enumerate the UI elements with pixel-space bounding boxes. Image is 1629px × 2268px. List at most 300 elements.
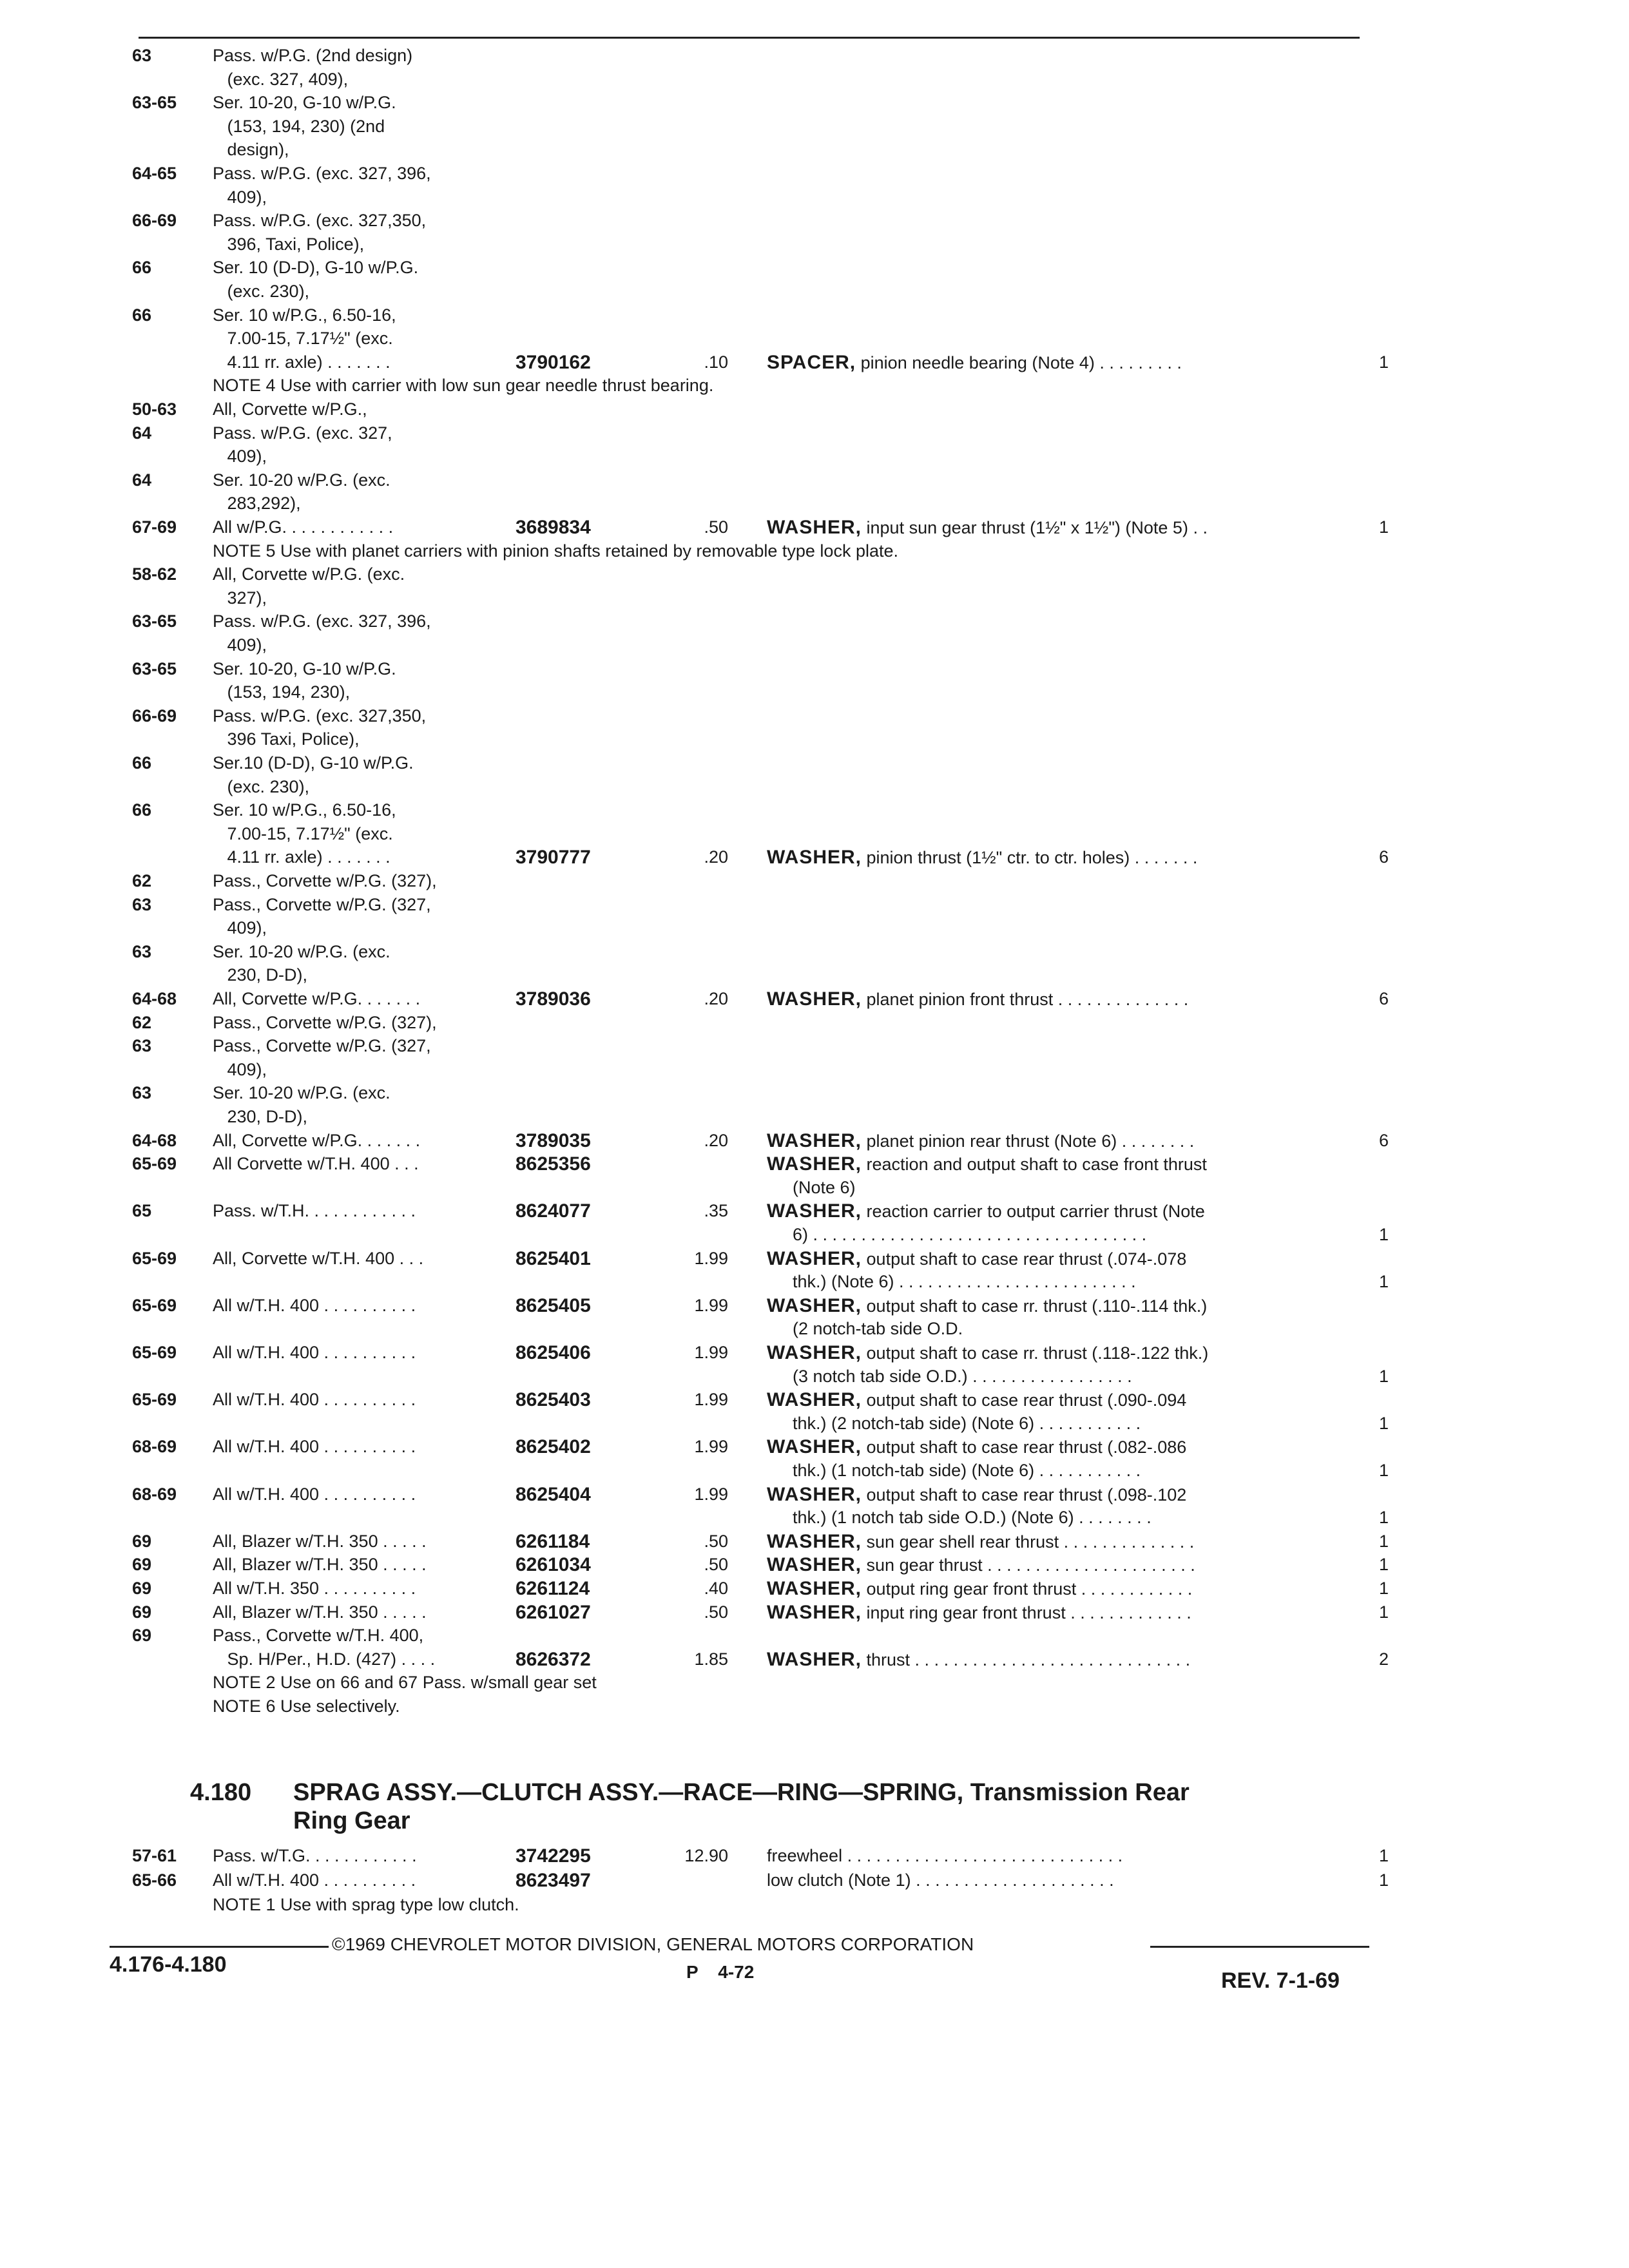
part-detail: sun gear thrust . . . . . . . . . . . . . . . . . . . . . . [866, 1555, 1195, 1575]
table-row [0, 963, 1629, 989]
part-description [767, 1341, 1208, 1365]
quantity: 1 [1379, 1272, 1389, 1292]
model-application: 4.11 rr. axle) . . . . . . . [213, 847, 390, 867]
part-description [767, 1152, 1207, 1177]
year-range: 66 [132, 753, 152, 773]
table-row [0, 1081, 1629, 1107]
footnote: NOTE 5 Use with planet carriers with pinion shafts retained by removable type lock plate. [213, 541, 898, 561]
year-range: 68-69 [132, 1484, 177, 1504]
model-application: 409), [213, 187, 267, 207]
year-range: 65-66 [132, 1870, 177, 1890]
year-range: 63 [132, 894, 152, 914]
price: .50 [704, 1531, 728, 1551]
model-application: Pass. w/P.G. (exc. 327, 396, [213, 164, 431, 183]
table-row [0, 869, 1629, 895]
model-application: Pass. w/T.G. . . . . . . . . . . . [213, 1846, 417, 1865]
model-application: (exc. 230), [213, 776, 310, 796]
model-application: (exc. 327, 409), [213, 69, 349, 89]
part-number: 3689834 [516, 517, 591, 538]
table-row [0, 138, 1629, 164]
table-row [0, 1129, 1629, 1155]
table-row [0, 1600, 1629, 1626]
quantity: 6 [1379, 1130, 1389, 1150]
part-name: WASHER, [767, 1200, 862, 1222]
part-name: WASHER, [767, 1153, 862, 1175]
part-number: 8625401 [516, 1247, 591, 1269]
part-description-continued: thk.) (2 notch-tab side) (Note 6) . . . . . . . . . . . [793, 1413, 1141, 1433]
year-range: 63 [132, 46, 152, 65]
table-row [0, 1844, 1629, 1870]
top-rule [139, 37, 1360, 39]
part-description [767, 1483, 1186, 1507]
quantity: 1 [1379, 1413, 1389, 1433]
model-application: (exc. 230), [213, 282, 310, 301]
model-application: 396 Taxi, Police), [213, 729, 360, 749]
model-application: Pass. w/P.G. (exc. 327, 396, [213, 611, 431, 631]
part-detail: output ring gear front thrust . . . . . . . . . . . . [866, 1579, 1193, 1599]
table-row [0, 798, 1629, 824]
model-application: Ser. 10-20 w/P.G. (exc. [213, 470, 390, 490]
price: 1.99 [694, 1390, 728, 1410]
part-description [767, 1294, 1207, 1318]
model-application: 230, D-D), [213, 965, 308, 985]
model-application: Pass., Corvette w/P.G. (327), [213, 1012, 437, 1032]
part-detail: output shaft to case rear thrust (.074-.078 [866, 1249, 1187, 1269]
model-application: 409), [213, 1059, 267, 1079]
table-row [0, 1270, 1629, 1296]
part-detail: output shaft to case rr. thrust (.110-.114 thk.) [866, 1296, 1208, 1316]
part-name: WASHER, [767, 1648, 862, 1670]
year-range: 65-69 [132, 1295, 177, 1315]
footnote: NOTE 4 Use with carrier with low sun gear needle thrust bearing. [213, 376, 714, 396]
table-row [0, 586, 1629, 612]
model-application: All w/T.H. 400 . . . . . . . . . . [213, 1437, 416, 1457]
year-range: 63 [132, 1036, 152, 1056]
model-application: 7.00-15, 7.17½" (exc. [213, 823, 393, 843]
quantity: 1 [1379, 1870, 1389, 1890]
table-row [0, 303, 1629, 329]
year-range: 64-68 [132, 1130, 177, 1150]
table-row [0, 256, 1629, 282]
table-row [0, 91, 1629, 117]
model-application: All, Corvette w/P.G. (exc. [213, 564, 405, 584]
model-application: All Corvette w/T.H. 400 . . . [213, 1154, 419, 1174]
table-row [0, 374, 1629, 399]
model-application: 230, D-D), [213, 1107, 308, 1126]
year-range: 63 [132, 941, 152, 961]
part-detail: planet pinion rear thrust (Note 6) . . . . . . . . [866, 1131, 1195, 1151]
year-range: 63-65 [132, 93, 177, 113]
year-range: 63-65 [132, 611, 177, 631]
year-range: 63 [132, 1083, 152, 1103]
part-description [767, 987, 1188, 1012]
year-range: 50-63 [132, 399, 177, 419]
table-row [0, 515, 1629, 541]
part-name: WASHER, [767, 1530, 862, 1552]
model-application: 283,292), [213, 494, 301, 514]
part-number: 8623497 [516, 1870, 591, 1891]
part-detail: planet pinion front thrust . . . . . . . . . . . . . . [866, 990, 1189, 1009]
model-application: All, Corvette w/P.G., [213, 399, 367, 419]
price: 1.99 [694, 1248, 728, 1268]
table-row [0, 610, 1629, 635]
table-row [0, 162, 1629, 187]
table-row [0, 209, 1629, 235]
revision-date: REV. 7-1-69 [1221, 1968, 1340, 1993]
table-row [0, 987, 1629, 1013]
table-row [0, 1152, 1629, 1178]
part-name: WASHER, [767, 1129, 862, 1151]
price: 1.85 [694, 1649, 728, 1669]
table-row [0, 562, 1629, 588]
model-application: All w/T.H. 400 . . . . . . . . . . [213, 1343, 416, 1362]
year-range: 65 [132, 1201, 152, 1221]
part-number: 8625402 [516, 1436, 591, 1458]
part-name: WASHER, [767, 1578, 862, 1599]
year-range: 63-65 [132, 658, 177, 678]
model-application: Pass., Corvette w/P.G. (327, [213, 894, 431, 914]
table-row [0, 1435, 1629, 1461]
model-application: 7.00-15, 7.17½" (exc. [213, 329, 393, 349]
year-range: 57-61 [132, 1846, 177, 1865]
part-description [767, 1435, 1186, 1459]
price: .20 [704, 847, 728, 867]
part-description-continued: 6) . . . . . . . . . . . . . . . . . . . . . . . . . . . . . . . . . . . [793, 1225, 1147, 1244]
model-application: 409), [213, 635, 267, 655]
table-row [0, 1223, 1629, 1249]
quantity: 1 [1379, 1531, 1389, 1551]
model-application: (153, 194, 230) (2nd [213, 116, 385, 136]
price: .35 [704, 1201, 728, 1221]
part-detail: sun gear shell rear thrust . . . . . . . . . . . . . . [866, 1532, 1195, 1552]
quantity: 1 [1379, 1602, 1389, 1622]
model-application: Ser. 10 w/P.G., 6.50-16, [213, 800, 396, 820]
model-application: Pass. w/P.G. (exc. 327, [213, 423, 392, 443]
table-row [0, 940, 1629, 966]
quantity: 1 [1379, 1555, 1389, 1575]
price: 12.90 [684, 1846, 728, 1865]
table-row [0, 233, 1629, 258]
year-range: 69 [132, 1579, 152, 1598]
price: 1.99 [694, 1343, 728, 1362]
table-row [0, 1365, 1629, 1390]
model-application: 409), [213, 918, 267, 938]
part-description [767, 1129, 1194, 1153]
footnote: NOTE 2 Use on 66 and 67 Pass. w/small gear set [213, 1673, 597, 1693]
part-name: WASHER, [767, 1436, 862, 1458]
table-row [0, 893, 1629, 919]
table-row [0, 1199, 1629, 1225]
table-row [0, 280, 1629, 305]
part-detail: output shaft to case rear thrust (.082-.086 [866, 1437, 1187, 1457]
quantity: 1 [1379, 1366, 1389, 1386]
price: 1.99 [694, 1484, 728, 1504]
model-application: Pass., Corvette w/P.G. (327, [213, 1036, 431, 1056]
part-name: WASHER, [767, 847, 862, 869]
part-description-continued: thk.) (1 notch tab side O.D.) (Note 6) . . . . . . . . [793, 1508, 1152, 1528]
table-row [0, 468, 1629, 494]
model-application: All w/T.H. 400 . . . . . . . . . . [213, 1484, 416, 1504]
part-detail: reaction and output shaft to case front thrust [866, 1155, 1207, 1175]
part-detail: input sun gear thrust (1½" x 1½") (Note 5) . . [866, 518, 1208, 537]
model-application: (153, 194, 230), [213, 682, 351, 702]
table-row [0, 727, 1629, 753]
part-name: WASHER, [767, 1294, 862, 1316]
model-application: All w/P.G. . . . . . . . . . . . [213, 517, 394, 537]
table-row [0, 1011, 1629, 1037]
model-application: Ser. 10-20 w/P.G. (exc. [213, 1083, 390, 1103]
price: .20 [704, 989, 728, 1008]
part-name: WASHER, [767, 1389, 862, 1411]
table-row [0, 822, 1629, 848]
part-number: 8625406 [516, 1342, 591, 1363]
model-application: All, Corvette w/P.G. . . . . . . [213, 989, 421, 1008]
model-application: Pass., Corvette w/T.H. 400, [213, 1626, 424, 1646]
table-row [0, 1553, 1629, 1579]
model-application: All, Corvette w/P.G. . . . . . . [213, 1130, 421, 1150]
year-range: 65-69 [132, 1390, 177, 1410]
part-name: SPACER, [767, 351, 856, 373]
table-row [0, 115, 1629, 140]
part-description [767, 351, 1182, 375]
part-detail: output shaft to case rr. thrust (.118-.122 thk.) [866, 1343, 1209, 1363]
table-row [0, 398, 1629, 423]
part-description [767, 1869, 1114, 1892]
model-application: All w/T.H. 400 . . . . . . . . . . [213, 1870, 416, 1890]
part-detail: low clutch (Note 1) . . . . . . . . . . . . . . . . . . . . . [767, 1870, 1114, 1890]
table-row [0, 1695, 1629, 1720]
table-row [0, 186, 1629, 211]
table-row [0, 1388, 1629, 1414]
part-description [767, 1577, 1192, 1601]
table-row [0, 68, 1629, 93]
footer-rule-left [110, 1946, 329, 1948]
table-row [0, 1247, 1629, 1273]
model-application: Pass. w/T.H. . . . . . . . . . . . [213, 1201, 416, 1221]
year-range: 62 [132, 1012, 152, 1032]
table-row [0, 351, 1629, 376]
year-range: 66 [132, 258, 152, 278]
year-range: 67-69 [132, 517, 177, 537]
part-description [767, 1600, 1191, 1625]
table-row [0, 1034, 1629, 1060]
year-range: 58-62 [132, 564, 177, 584]
part-number: 6261124 [516, 1578, 590, 1599]
part-number: 6261034 [516, 1554, 591, 1576]
table-row [0, 327, 1629, 352]
part-detail: pinion needle bearing (Note 4) . . . . . . . . . [860, 352, 1182, 372]
model-application: 409), [213, 447, 267, 466]
year-range: 66 [132, 800, 152, 820]
table-row [0, 751, 1629, 777]
part-number: 6261184 [516, 1530, 590, 1552]
year-range: 69 [132, 1626, 152, 1646]
part-name: WASHER, [767, 988, 862, 1010]
table-row [0, 680, 1629, 706]
table-row [0, 1341, 1629, 1367]
model-application: All, Corvette w/T.H. 400 . . . [213, 1248, 424, 1268]
part-number: 3789036 [516, 988, 591, 1010]
part-name: WASHER, [767, 1342, 862, 1363]
footnote: NOTE 6 Use selectively. [213, 1696, 400, 1716]
model-application: Ser. 10-20, G-10 w/P.G. [213, 658, 396, 678]
table-row [0, 1530, 1629, 1555]
part-number: 8625356 [516, 1153, 591, 1175]
quantity: 1 [1379, 1579, 1389, 1598]
part-description [767, 1530, 1194, 1554]
part-description [767, 1844, 1123, 1868]
table-row [0, 1893, 1629, 1919]
part-detail: input ring gear front thrust . . . . . . . . . . . . . [866, 1602, 1191, 1622]
table-row [0, 1459, 1629, 1485]
part-description [767, 1553, 1195, 1577]
year-range: 62 [132, 871, 152, 890]
footer-rule-right [1150, 1946, 1369, 1948]
table-row [0, 1506, 1629, 1532]
quantity: 6 [1379, 989, 1389, 1008]
section-heading [190, 1778, 1190, 1835]
price: .50 [704, 1602, 728, 1622]
year-range: 65-69 [132, 1248, 177, 1268]
model-application: Ser.10 (D-D), G-10 w/P.G. [213, 753, 414, 773]
part-detail: reaction carrier to output carrier thrust (Note [866, 1202, 1205, 1222]
table-row [0, 916, 1629, 942]
page-number: P 4-72 [686, 1962, 755, 1982]
year-range: 65-69 [132, 1154, 177, 1174]
table-row [0, 1176, 1629, 1202]
part-description-continued: (3 notch tab side O.D.) . . . . . . . . . . . . . . . . . [793, 1366, 1132, 1386]
quantity: 1 [1379, 1225, 1389, 1244]
part-number: 8626372 [516, 1648, 591, 1670]
part-description-continued: thk.) (1 notch-tab side) (Note 6) . . . . . . . . . . . [793, 1461, 1141, 1480]
model-application: Sp. H/Per., H.D. (427) . . . . [213, 1649, 436, 1669]
model-application: Pass. w/P.G. (exc. 327,350, [213, 211, 427, 231]
section-title-line1: SPRAG ASSY.—CLUTCH ASSY.—RACE—RING—SPRING, Transmission Rear [293, 1779, 1190, 1806]
table-row [0, 1624, 1629, 1649]
table-row [0, 1105, 1629, 1131]
part-detail: thrust . . . . . . . . . . . . . . . . . . . . . . . . . . . . . [866, 1649, 1191, 1669]
part-description-continued: (Note 6) [793, 1177, 856, 1197]
quantity: 1 [1379, 1461, 1389, 1480]
model-application: Ser. 10-20 w/P.G. (exc. [213, 941, 390, 961]
price: .40 [704, 1579, 728, 1598]
part-number: 6261027 [516, 1601, 591, 1623]
model-application: All w/T.H. 400 . . . . . . . . . . [213, 1295, 416, 1315]
part-detail: output shaft to case rear thrust (.098-.102 [866, 1485, 1187, 1504]
model-application: Ser. 10-20, G-10 w/P.G. [213, 93, 396, 113]
section-number: 4.180 [190, 1779, 252, 1806]
table-row [0, 1294, 1629, 1320]
year-range: 68-69 [132, 1437, 177, 1457]
part-number: 3790777 [516, 847, 591, 869]
model-application: Pass. w/P.G. (exc. 327,350, [213, 706, 427, 726]
part-name: WASHER, [767, 1483, 862, 1505]
model-application: All w/T.H. 350 . . . . . . . . . . [213, 1579, 416, 1598]
year-range: 69 [132, 1555, 152, 1575]
table-row [0, 1483, 1629, 1508]
model-application: 396, Taxi, Police), [213, 234, 365, 254]
part-name: WASHER, [767, 1601, 862, 1623]
year-range: 66-69 [132, 706, 177, 726]
table-row [0, 1412, 1629, 1437]
part-number: 3790162 [516, 351, 591, 373]
table-row [0, 1671, 1629, 1696]
table-row [0, 421, 1629, 447]
table-row [0, 1648, 1629, 1673]
part-number: 3789035 [516, 1129, 591, 1151]
part-description [767, 515, 1208, 540]
part-number: 8625403 [516, 1389, 591, 1411]
price: .50 [704, 1555, 728, 1575]
part-description [767, 845, 1197, 870]
quantity: 6 [1379, 847, 1389, 867]
table-row [0, 633, 1629, 659]
part-name: WASHER, [767, 517, 862, 538]
part-number: 3742295 [516, 1845, 591, 1867]
year-range: 64-65 [132, 164, 177, 183]
part-description-continued: (2 notch-tab side O.D. [793, 1319, 963, 1339]
part-name: WASHER, [767, 1554, 862, 1576]
part-detail: pinion thrust (1½" ctr. to ctr. holes) . . . . . . . [866, 848, 1198, 868]
part-detail: freewheel . . . . . . . . . . . . . . . . . . . . . . . . . . . . . [767, 1846, 1123, 1865]
section-title-line2: Ring Gear [293, 1807, 410, 1834]
year-range: 66-69 [132, 211, 177, 231]
model-application: Ser. 10 w/P.G., 6.50-16, [213, 305, 396, 325]
model-application: Pass., Corvette w/P.G. (327), [213, 871, 437, 890]
quantity: 1 [1379, 352, 1389, 372]
year-range: 66 [132, 305, 152, 325]
table-row [0, 1058, 1629, 1084]
price: .10 [704, 352, 728, 372]
part-description [767, 1648, 1190, 1672]
part-description [767, 1247, 1186, 1271]
price: 1.99 [694, 1295, 728, 1315]
part-name: WASHER, [767, 1247, 862, 1269]
year-range: 69 [132, 1602, 152, 1622]
copyright-text: ©1969 CHEVROLET MOTOR DIVISION, GENERAL MOTORS CORPORATION [332, 1934, 974, 1954]
model-application: Ser. 10 (D-D), G-10 w/P.G. [213, 258, 419, 278]
part-description-continued: thk.) (Note 6) . . . . . . . . . . . . . . . . . . . . . . . . . [793, 1272, 1136, 1292]
price: .50 [704, 517, 728, 537]
table-row [0, 445, 1629, 470]
year-range: 64 [132, 423, 152, 443]
year-range: 64 [132, 470, 152, 490]
part-number: 8624077 [516, 1200, 591, 1222]
table-row [0, 492, 1629, 517]
page-range: 4.176-4.180 [110, 1952, 227, 1977]
quantity: 1 [1379, 1846, 1389, 1865]
table-row [0, 657, 1629, 683]
table-row [0, 1317, 1629, 1343]
table-row [0, 775, 1629, 801]
table-row [0, 845, 1629, 871]
quantity: 1 [1379, 517, 1389, 537]
year-range: 64-68 [132, 989, 177, 1008]
quantity: 2 [1379, 1649, 1389, 1669]
price: 1.99 [694, 1437, 728, 1457]
footnote: NOTE 1 Use with sprag type low clutch. [213, 1895, 519, 1914]
price: .20 [704, 1130, 728, 1150]
year-range: 69 [132, 1531, 152, 1551]
quantity: 1 [1379, 1508, 1389, 1528]
table-row [0, 1577, 1629, 1602]
model-application: design), [213, 140, 289, 160]
part-detail: output shaft to case rear thrust (.090-.094 [866, 1390, 1187, 1410]
table-row [0, 539, 1629, 565]
model-application: All, Blazer w/T.H. 350 . . . . . [213, 1555, 427, 1575]
table-row [0, 704, 1629, 730]
model-application: 327), [213, 588, 267, 608]
